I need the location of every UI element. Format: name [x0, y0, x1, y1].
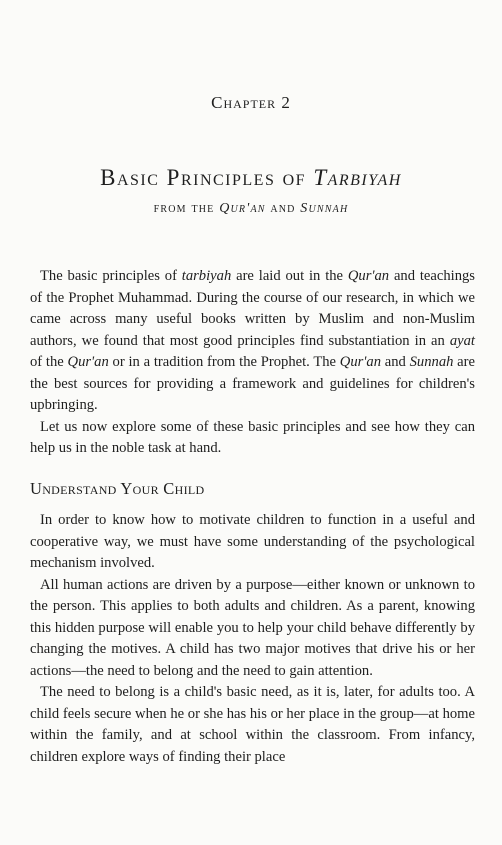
italic-term: Sunnah [409, 354, 454, 370]
intro-paragraph-1 [30, 266, 475, 417]
section-body [30, 510, 475, 768]
section-paragraph-2: All human actions are driven by a purpose—either known or unknown to the person. This applies to both adults and children. As a parent, knowing this hidden purpose will enable you to help your child behave differently by changing the motives. A child has two major motives that drive his or her actions—the need to belong and the need to gain attention. [30, 576, 475, 679]
text-run: and [381, 354, 410, 370]
text-run: The basic principles of [40, 268, 182, 284]
text-run: of the [30, 354, 68, 370]
italic-term: Qur'an [67, 354, 109, 370]
subtitle-italic-quran: Qur'an [219, 201, 266, 216]
italic-term: tarbiyah [181, 268, 232, 284]
subtitle-italic-sunnah: Sunnah [300, 201, 349, 216]
italic-term: ayat [449, 332, 475, 349]
italic-term: Qur'an [347, 268, 390, 284]
subtitle-middle: and [265, 201, 301, 216]
title-main: Basic Principles of [100, 165, 314, 190]
title-italic: Tarbiyah [313, 165, 402, 190]
chapter-label: Chapter 2 [211, 93, 291, 112]
intro-paragraph-2: Let us now explore some of these basic principles and see how they can help us in the noble task at hand. [30, 418, 475, 456]
section-paragraph-1: In order to know how to motivate children to function in a useful and cooperative way, we must have some understanding of the psychological mechanism involved. [30, 512, 475, 571]
subtitle-prefix: from the [153, 201, 220, 216]
section-paragraph-3: The need to belong is a child's basic need, as it is, later, for adults too. A child feels secure when he or she has his or her place in the group—at home within the family, and at school within the classroom. From infancy, children explore ways of finding their place [30, 684, 475, 765]
text-run: are laid out in the [231, 268, 348, 284]
intro-text [30, 266, 475, 460]
section-heading: Understand Your Child [30, 479, 205, 498]
text-run: or in a tradition from the Prophet. The [108, 354, 340, 370]
chapter-subtitle [0, 201, 502, 217]
text-run: and teachings of the Prophet Muhammad. During the course of our research, in which we came across many useful books written by Muslim and non-Muslim authors, we found that most good principles find substantiation in an [30, 268, 475, 349]
italic-term: Qur'an [339, 354, 382, 370]
text-run: are the best sources for providing a framework and guidelines for children's upbringing. [30, 354, 475, 413]
chapter-title [0, 165, 502, 191]
